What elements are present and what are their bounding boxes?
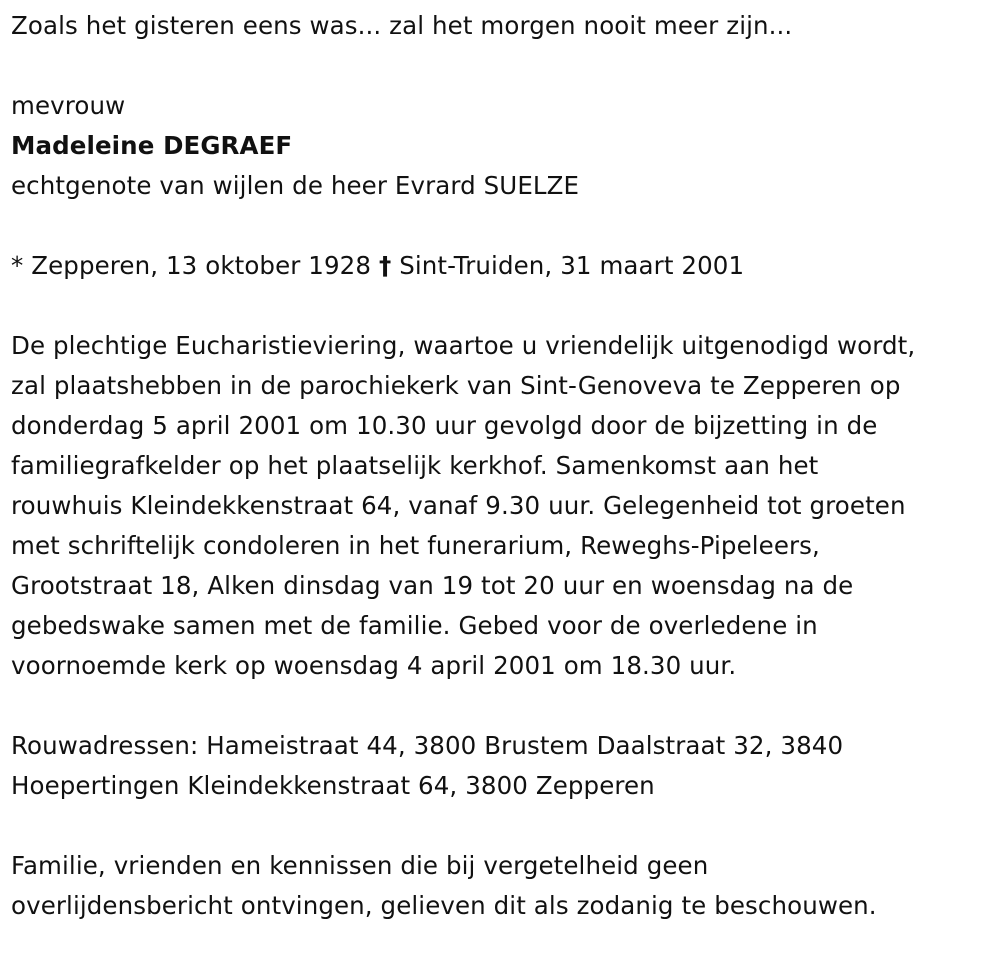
spacer [11, 286, 996, 326]
spacer [11, 206, 996, 246]
motto: Zoals het gisteren eens was... zal het morgen nooit meer zijn... [11, 11, 793, 40]
ceremony-line: Grootstraat 18, Alken dinsdag van 19 tot 20 uur en woensdag na de [11, 571, 854, 600]
ceremony-line: gebedswake samen met de familie. Gebed voor de overledene in [11, 611, 818, 640]
ceremony-line: De plechtige Eucharistieviering, waartoe u vriendelijk uitgenodigd wordt, [11, 331, 916, 360]
ceremony-line: familiegrafkelder op het plaatselijk kerkhof. Samenkomst aan het [11, 451, 819, 480]
closing-line: overlijdensbericht ontvingen, gelieven dit als zodanig te beschouwen. [11, 891, 877, 920]
ceremony-line: voornoemde kerk op woensdag 4 april 2001 om 18.30 uur. [11, 651, 737, 680]
closing-line: Familie, vrienden en kennissen die bij vergetelheid geen [11, 851, 709, 880]
dates-line [11, 246, 996, 286]
salutation: mevrouw [11, 91, 126, 120]
addresses-paragraph [11, 726, 996, 806]
deceased-name: Madeleine DEGRAEF [11, 131, 293, 160]
closing-paragraph [11, 846, 996, 926]
ceremony-line: zal plaatshebben in de parochiekerk van Sint-Genoveva te Zepperen op [11, 371, 901, 400]
obituary-notice [11, 6, 996, 926]
dagger-icon: † [378, 251, 392, 280]
relation-line: echtgenote van wijlen de heer Evrard SUELZE [11, 171, 580, 200]
ceremony-paragraph [11, 326, 996, 686]
spacer [11, 46, 996, 86]
address-line: Rouwadressen: Hameistraat 44, 3800 Brustem Daalstraat 32, 3840 [11, 731, 844, 760]
ceremony-line: met schriftelijk condoleren in het funerarium, Reweghs-Pipeleers, [11, 531, 820, 560]
spacer [11, 806, 996, 846]
ceremony-line: rouwhuis Kleindekkenstraat 64, vanaf 9.30 uur. Gelegenheid tot groeten [11, 491, 906, 520]
spacer [11, 686, 996, 726]
ceremony-line: donderdag 5 april 2001 om 10.30 uur gevolgd door de bijzetting in de [11, 411, 878, 440]
death-info: Sint-Truiden, 31 maart 2001 [399, 251, 745, 280]
address-line: Hoepertingen Kleindekkenstraat 64, 3800 Zepperen [11, 771, 655, 800]
birth-info: * Zepperen, 13 oktober 1928 [11, 251, 372, 280]
